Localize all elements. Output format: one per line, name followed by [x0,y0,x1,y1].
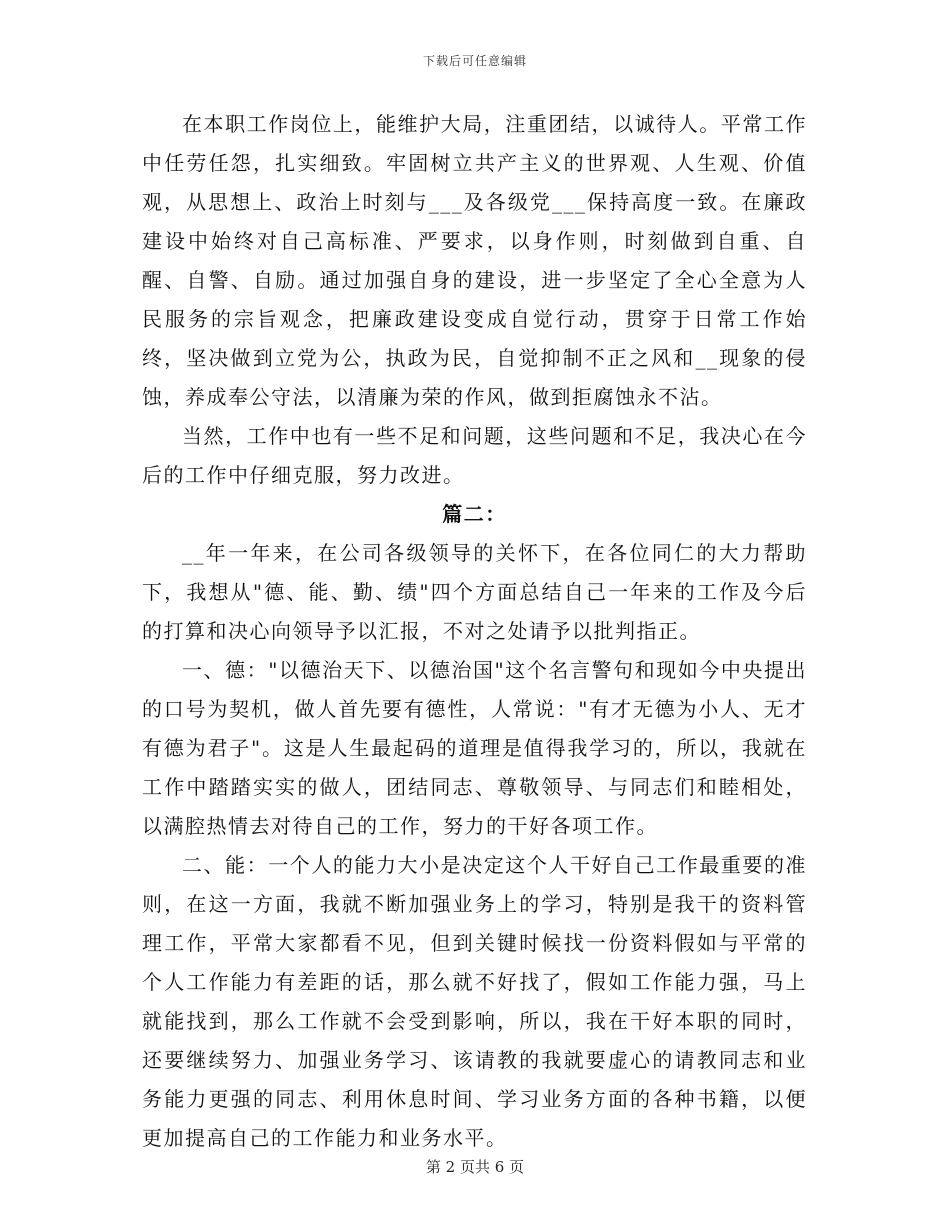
paragraph-intro: __年一年来，在公司各级领导的关怀下，在各位同仁的大力帮助下，我想从"德、能、勤、绩"四个方面总结自己一年来的工作及今后的打算和决心向领导予以汇报，不对之处请予以批判指正。 [142,541,807,643]
section-heading: 篇二： [442,502,507,526]
paragraph-virtue: 一、德："以德治天下、以德治国"这个名言警句和现如今中央提出的口号为契机，做人首先要有德性，人常说："有才无德为小人、无才有德为君子"。这是人生最起码的道理是值得我学习的，所以，我就在工作中踏踏实实的做人，团结同志、尊敬领导、与同志们和睦相处，以满腔热情去对待自己的工作，努力的干好各项工作。 [142,658,807,838]
paragraph-ability: 二、能：一个人的能力大小是决定这个人干好自己工作最重要的准则，在这一方面，我就不断加强业务上的学习，特别是我干的资料管理工作，平常大家都看不见，但到关键时候找一份资料假如与平常的个人工作能力有差距的话，那么就不好找了，假如工作能力强，马上就能找到，那么工作就不会受到影响，所以，我在干好本职的同时，还要继续努力、加强业务学习、该请教的我就要虚心的请教同志和业务能力更强的同志、利用休息时间、学习业务方面的各种书籍，以便更加提高自己的工作能力和业务水平。 [142,853,807,1150]
paragraph-work-attitude: 在本职工作岗位上，能维护大局，注重团结，以诚待人。平常工作中任劳任怨，扎实细致。牢固树立共产主义的世界观、人生观、价值观，从思想上、政治上时刻与___及各级党___保持高度一致。在廉政建设中始终对自己高标准、严要求，以身作则，时刻做到自重、自醒、自警、自励。通过加强自身的建设，进一步坚定了全心全意为人民服务的宗旨观念，把廉政建设变成自觉行动，贯穿于日常工作始终，坚决做到立党为公，执政为民，自觉抑制不正之风和__现象的侵蚀，养成奉公守法，以清廉为荣的作风，做到拒腐蚀永不沾。 [142,112,807,409]
page-footer: 第 2 页共 6 页 [425,1158,525,1176]
document-body [142,105,807,1158]
paragraph-shortcomings: 当然，工作中也有一些不足和问题，这些问题和不足，我决心在今后的工作中仔细克服，努力改进。 [142,424,807,487]
page-header: 下载后可任意编辑 [422,54,527,68]
